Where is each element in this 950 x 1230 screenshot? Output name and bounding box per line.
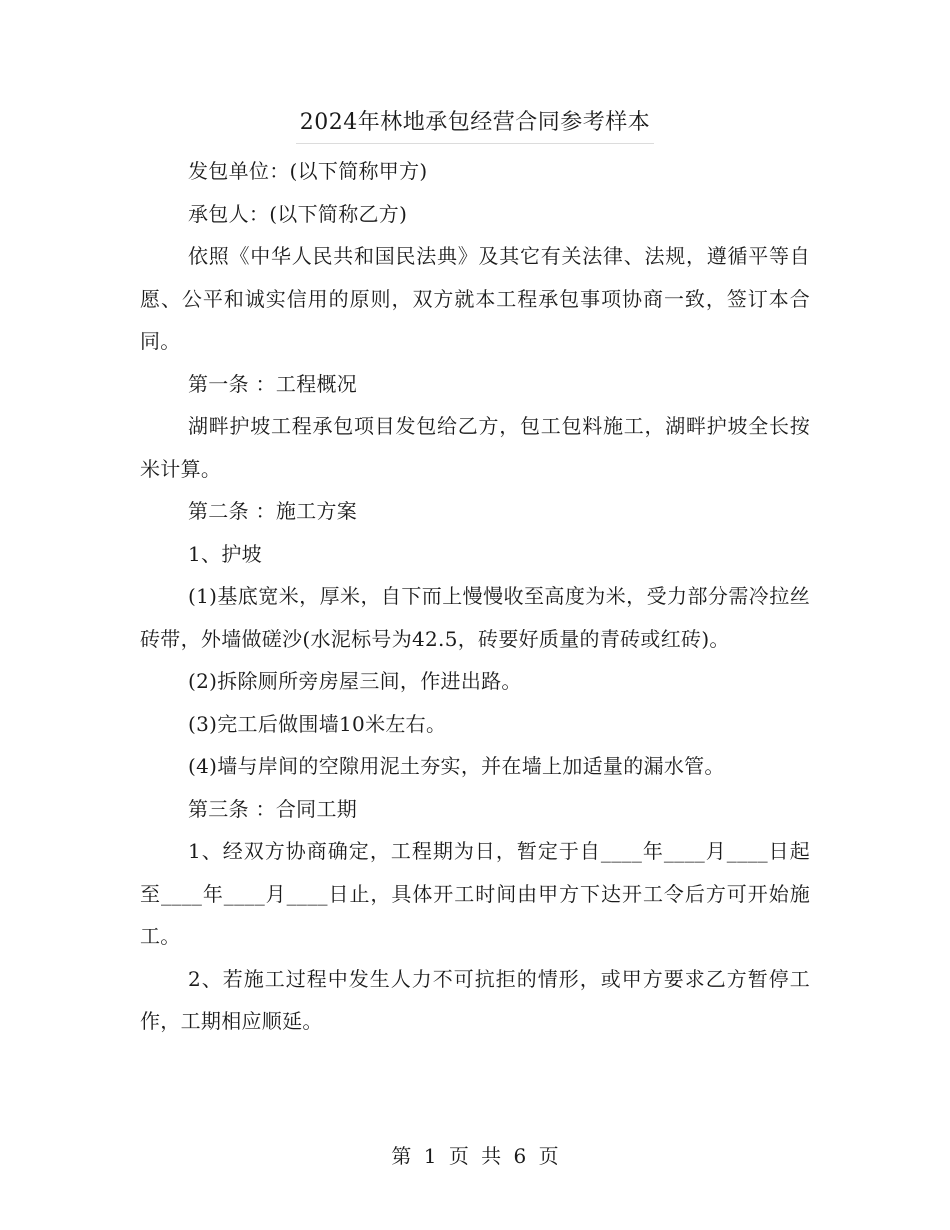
paragraph-preamble: 依照《中华人民共和国民法典》及其它有关法律、法规，遵循平等自愿、公平和诚实信用的原则，双方就本工程承包事项协商一致，签订本合同。 — [140, 244, 810, 353]
page-number-label: 第 1 页 共 6 页 — [391, 1144, 559, 1168]
paragraph-issuer: 发包单位：(以下简称甲方) — [188, 159, 428, 183]
page-footer — [0, 1140, 950, 1172]
article-3-item-2: 2、若施工过程中发生人力不可抗拒的情形，或甲方要求乙方暂停工作，工期相应顺延。 — [140, 966, 810, 1033]
article-3-heading: 第三条 ：合同工期 — [188, 796, 358, 821]
article-2-item-1: 1、护坡 — [188, 541, 262, 566]
document-title: 2024年林地承包经营合同参考样本 — [296, 103, 655, 144]
article-3-item-1: 1、经双方协商确定，工程期为日，暂定于自____年____月____日起至____年____月____日止，具体开工时间由甲方下达开工令后方可开始施工。 — [140, 839, 810, 948]
article-2-subitem-4: (4)墙与岸间的空隙用泥土夯实，并在墙上加适量的漏水管。 — [188, 754, 725, 778]
article-1-text: 湖畔护坡工程承包项目发包给乙方，包工包料施工，湖畔护坡全长按米计算。 — [140, 414, 810, 481]
article-1-heading: 第一条 ：工程概况 — [188, 371, 358, 396]
article-2-subitem-2: (2)拆除厕所旁房屋三间，作进出路。 — [188, 669, 522, 693]
document-body — [140, 150, 810, 1043]
article-2-heading: 第二条 ：施工方案 — [188, 499, 358, 523]
document-title-block — [0, 103, 950, 144]
article-2-subitem-3: (3)完工后做围墙10米左右。 — [188, 711, 447, 736]
article-2-subitem-1: (1)基底宽米，厚米，自下而上慢慢收至高度为米，受力部分需冷拉丝砖带，外墙做磋沙(水泥标号为42.5，砖要好质量的青砖或红砖)。 — [140, 584, 810, 651]
paragraph-contractor: 承包人：(以下简称乙方) — [188, 201, 408, 226]
